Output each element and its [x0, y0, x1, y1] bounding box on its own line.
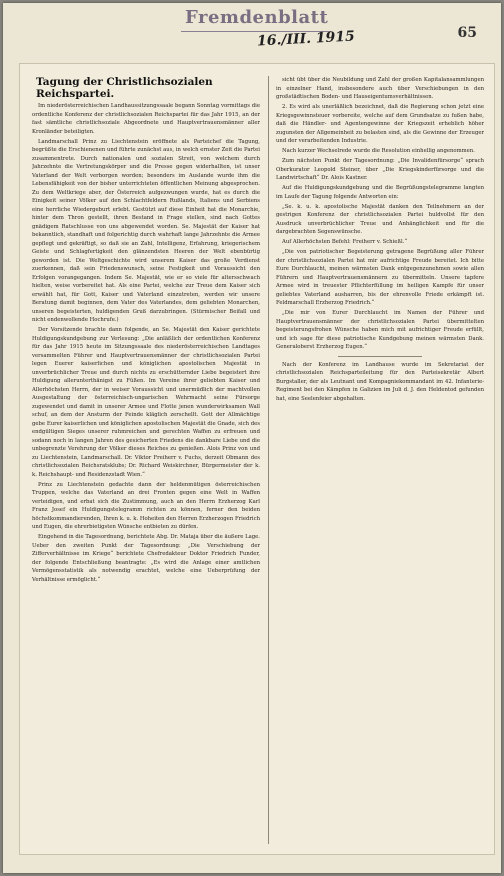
left-paragraph: Prinz zu Liechtenstein gedachte dann der heldenmütigen österreichischen Truppen, welche das Vaterland an drei Fronten gegen eine Welt in Waffen verteidigen, und erbat sich die Zustimmung, auch an den Herrn Erzherzog Karl Franz Josef ein Huldigungstelegramm richten zu können, ferner den beiden höchstkommandierenden, Ihren k. u. k. Hoheiten den Herren Erzherzogen Friedrich und Eugen, die ehrerbietigsten Wünsche entbieten zu dürfen. [32, 481, 260, 530]
left-column [32, 102, 260, 846]
newspaper-clipping [19, 63, 495, 855]
page-header [3, 3, 501, 50]
right-paragraph: „Die von patriotischer Begeisterung getragene Begrüßung aller Führer der christlichsozialen Partei hat mir aufrichtige Freude bereitet. Ich bitte Eure Durchlaucht, meinen wärmsten Dank entgegenzunehmen sowie allen Führern und Hauptvertrauensmännern zu übermitteln. Unsere tapfere Armee wird in treuester Pflichterfüllung im heiligen Kampfe für unser geliebtes Vaterland ausharren, bis der ehrenvolle Friede erkämpft ist. Feldmarschall Erzherzog Friedrich.“ [276, 249, 484, 306]
section-divider [338, 356, 421, 357]
article-title: Tagung der Christlichsozialen Reichspartei. [36, 76, 213, 100]
right-column [276, 76, 484, 846]
left-paragraph: Eingehend in die Tagesordnung, berichtete Abg. Dr. Mataja über die äußere Lage. Ueber den zweiten Punkt der Tagesordnung: „Die Verschiebung der Zifferverhältnisse im Kriege“ berichtete Chefredakteur Doktor Friedrich Funder, der folgende Entschließung beantragte: „Es wird die Anlage einer amtlichen Vermögensstatistik als notwendig erachtet, welche eine Ueberprüfung der Verhältnisse ermöglicht.“ [32, 534, 260, 583]
left-paragraph: Im niederösterreichischen Landhaussitzungssaale begann Sonntag vormittags die ordentliche Konferenz der christlichsozialen Reichspartei für das Jahr 1915, an der fast sämtliche christlichsoziale Abgeordnete und Hauptvertrauensmänner aller Kronländer beteiligten. [32, 103, 260, 135]
column-rule [268, 76, 269, 844]
left-paragraph: Landmarschall Prinz zu Liechtenstein eröffnete als Parteichef die Tagung, begrüßte die Erschienenen und führte zunächst aus, in welch ernster Zeit die Partei zusammentrete. Durch nationalen und sozialen Streit, von welchem durch Jahrzehnte die Vertretungskörper und die Presse gegen widerhallten, ist unser Vaterland der Welt verborgen worden; besonders im Auslande wurde ihm die Lebensfähigkeit von der bisher unterrichteten öffentlichen Meinung abgesprochen. Zu dem Weltkriege aber, der Österreich aufgezwungen wurde, hat es durch die Einigkeit seiner Völker auf den Schlachtfeldern Rußlands, Italiens und Serbiens eine herrliche Wiedergeburt erlebt. Gestützt auf diese Einheit hat die Monarchie, hinter dem Thron gestellt, ihren Bestand in Frage stellen, sind nach Gottes gnädigem Ratschlusse von uns abgewendet worden. Se. Majestät der Kaiser hat bekanntlich, standhaft und folgerichtig durch wahrhaft lange Jahrzehnte die Armee gepflegt und gekräftigt, so daß sie an Zahl, Intelligenz, Erfahrung, kriegerischem Geiste und Schlagfertigkeit den glänzendsten Heeren der Welt ebenbürtig geworden ist. Die Weltgeschichte wird unserem Kaiser das große Verdienst zuerkennen, daß sein Friedenswunsch, seine Festigkeit und Voraussicht den Erfolgen vorangegangen. Indem Se. Majestät, wie er so viele für altersschwach hielten, weise vorbereitet hat. Als eine Partei, welche zur Treue dem Kaiser sich erwählt hat, für Gott, Kaiser und Vaterland einzutreten, werden wir unsere Beratung damit beginnen, dem Vater des Vaterlandes, dem geliebten Monarchen, unseren begeisterten, huldigenden Gruß darzubringen. (Stürmischer Beifall und nicht endenwollende Hochrufe.) [32, 138, 260, 323]
page-number: 65 [457, 25, 477, 41]
handwritten-date: 16./III. 1915 [256, 28, 356, 50]
right-paragraph: Nach der Konferenz im Landhause wurde im Sekretariat der christlichsozialen Reichsparteileitung für den Parteisekretär Albert Burgstaller, der als Leutnant und Kompagniekommandant im 42. Infanterie-Regiment bei den Kämpfen in Galizien im Juli d. J. den Heldentod gefunden hat, eine Seelenfeier abgehalten. [276, 361, 484, 402]
right-paragraph: Zum nächsten Punkt der Tagesordnung: „Die Invalidenfürsorge“ sprach Oberkurator Leopold Steiner, über „Die Kriegskinderfürsorge und die Landwirtschaft“ Dr. Alois Kastner. [276, 158, 484, 181]
right-paragraph: sicht übt über die Neubildung und Zahl der großen Kapitalansammlungen in einzelner Hand, insbesondere auch über Verschiebungen in den großstädtischen Boden- und Hauseigentumsverhältnissen. [276, 77, 484, 100]
right-paragraph: Auf die Huldigungskundgebung und die Begrüßungstelegramme langten im Laufe der Tagung folgende Antworten ein: [276, 185, 484, 200]
right-paragraph: 2. Es wird als unerläßlich bezeichnet, daß die Regierung schon jetzt eine Kriegsgewinnsteuer vorbereite, welche auf dem Grundsatze zu fußen habe, daß die Händler- und Agentengewinne der Kriegszeit erheblich höher zugunsten der Allgemeinheit zu belasten sind, als die Gewinne der Erzeuger und der verarbeitenden Industrie. [276, 104, 484, 144]
archive-page [3, 3, 501, 873]
left-paragraph: Der Vorsitzende brachte dann folgende, an Se. Majestät den Kaiser gerichtete Huldigungskundgebung zur Verlesung: „Die anläßlich der ordentlichen Konferenz für das Jahr 1915 heute im Sitzungssaale des niederösterreichischen Landtages versammelten Führer und Hauptvertrauensmänner der christlichsozialen Partei legen Euerer kaiserlichen und königlichen apostolischen Majestät in unverbrüchlicher Treue und durch nichts zu erschütternder Liebe begeistert ihre Huldigung allerunterthänigst zu Füßen. Im Vereine ihrer geliebten Kaiser und Allerhöchsten Herrn, der in weiser Voraussicht und unermüdlich der machtvollen Ausgestaltung der österreichisch-ungarischen Wehrmacht seine Fürsorge zugewendet und damit in unserer Armee und Flotte jenen wunderwirksamen Wall schuf, an dem der Ansturm der Feinde kläglich zerschellt. Gott der Allmächtige gebe Eurer kaiserlichen und königlichen apostolischen Majestät die Gnade, sich des endgültigen Sieges unserer ruhmreichen und gerechten Waffen zu erfreuen und sodann noch in langen Jahren des gesicherten Friedens die dankbare Liebe und die unbegrenzte Verehrung der Völker dieses Reiches zu genießen. Alois Prinz von und zu Liechtenstein, Landmarschall. Dr. Viktor Freiherr v. Fuchs, derzeit Obmann des christlichsozialen Reichsratsklubs; Dr. Richard Weiskirchner, Bürgermeister der k. k. Reichshaupt- und Residenzstadt Wien.“ [32, 327, 260, 478]
right-paragraph: „Die mir von Eurer Durchlaucht im Namen der Führer und Hauptvertrauensmänner der christlichsozialen Partei übermittelten begeisterungsfrohen Wünsche haben mich mit aufrichtiger Freude erfüllt, und ich sage für diese patriotische Kundgebung meinen wärmsten Dank. Generaloberst Erzherzog Eugen.“ [276, 310, 484, 350]
right-paragraph: Auf Allerhöchsten Befehl: Freiherr v. Schießl.“ [282, 239, 408, 245]
right-paragraph: „Se. k. u. k. apostolische Majestät danken den Teilnehmern an der gestrigen Konferenz der christlichsozialen Partei huldvollst für den Ausdruck unverbrüchlicher Treue und Anhänglichkeit und für die dargebrachten Segenswünsche. [276, 203, 484, 235]
right-paragraph: Nach kurzer Wechselrede wurde die Resolution einhellig angenommen. [282, 148, 475, 154]
newspaper-stamp: Fremdenblatt [185, 7, 329, 28]
